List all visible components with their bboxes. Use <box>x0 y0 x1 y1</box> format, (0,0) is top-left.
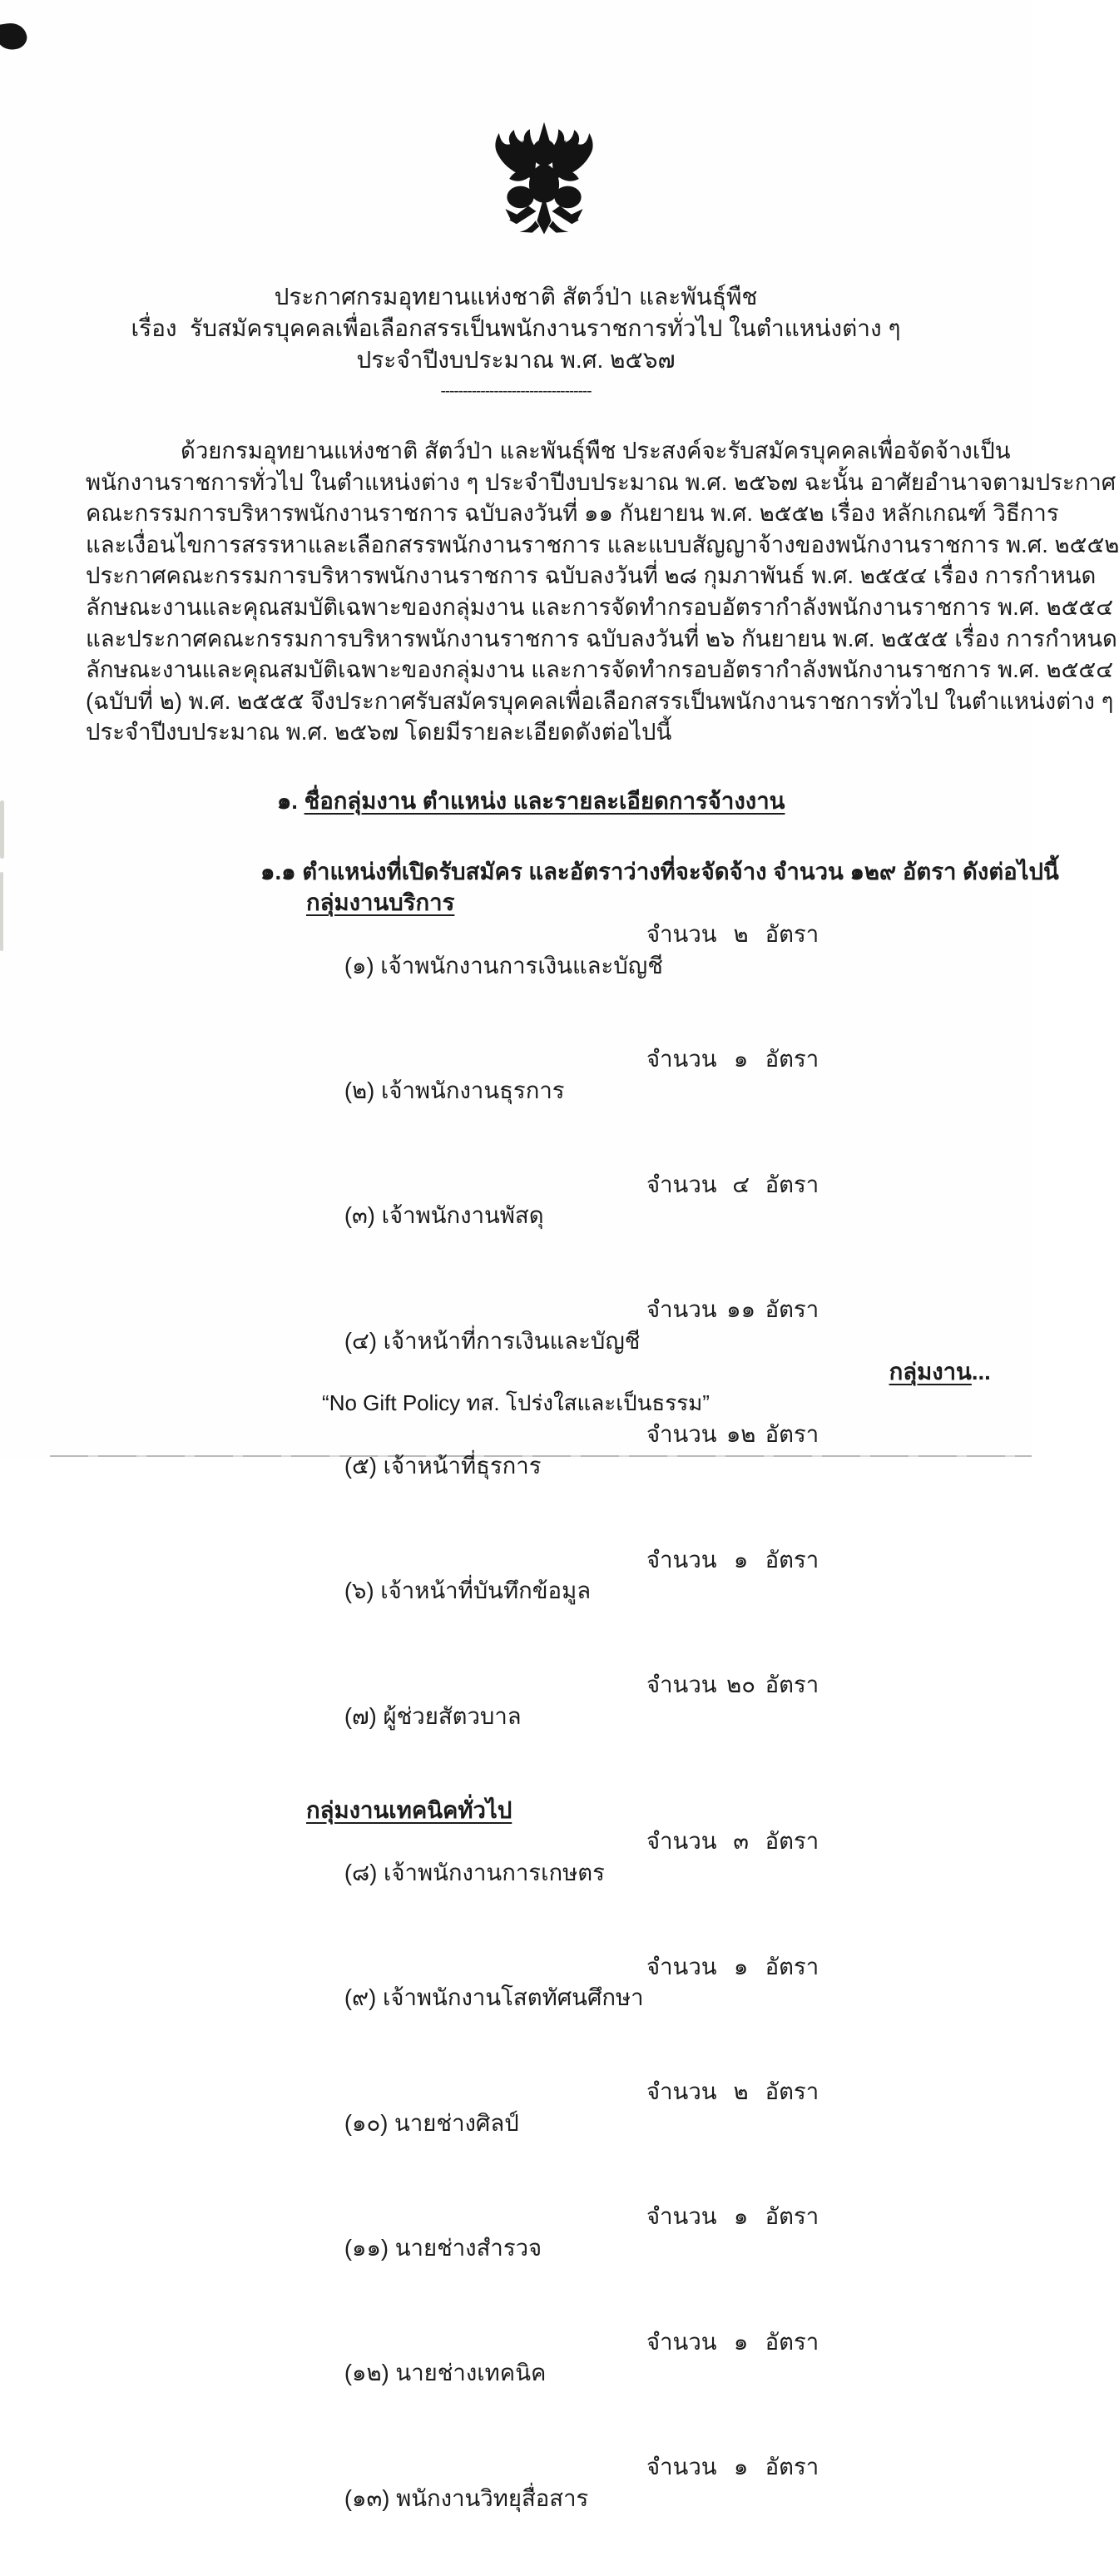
position-amount <box>646 2076 819 2108</box>
position-row <box>306 2201 955 2326</box>
paragraph-line: ลักษณะงานและคุณสมบัติเฉพาะของกลุ่มงาน และการจัดทำกรอบอัตรากำลังพนักงานราชการ พ.ศ. ๒๕๕๔ <box>86 656 1114 683</box>
announcement-title-block <box>0 281 1032 376</box>
paragraph-line: ด้วยกรมอุทยานแห่งชาติ สัตว์ป่า และพันธุ์พืช ประสงค์จะรับสมัครบุคคลเพื่อจัดจ้างเป็น <box>181 438 1011 463</box>
no-gift-policy-footer: “No Gift Policy ทส. โปร่งใสและเป็นธรรม” <box>322 1390 710 1415</box>
position-amount <box>646 919 819 950</box>
item-number: (๗) <box>344 1702 384 1729</box>
amount-unit: อัตรา <box>765 1828 819 1855</box>
continuation-ellipsis: ... <box>971 1359 991 1385</box>
position-title: เจ้าพนักงานพัสดุ <box>381 1202 544 1229</box>
position-amount <box>646 2201 819 2232</box>
item-number: (๑๒) <box>344 2360 396 2386</box>
announcement-title: ประกาศกรมอุทยานแห่งชาติ สัตว์ป่า และพันธุ์พืช <box>274 284 758 310</box>
paragraph-line: คณะกรรมการบริหารพนักงานราชการ ฉบับลงวันที่ ๑๑ กันยายน พ.ศ. ๒๕๕๒ เรื่อง หลักเกณฑ์ วิธีการ <box>86 500 1059 527</box>
amount-label: จำนวน <box>646 1296 717 1323</box>
amount-count: ๓ <box>733 1828 750 1855</box>
position-title: เจ้าพนักงานการเกษตร <box>384 1859 605 1885</box>
position-amount <box>646 1043 819 1075</box>
amount-count: ๑๑ <box>726 1296 756 1323</box>
section-1-1-subheading: ๑.๑ ตำแหน่งที่เปิดรับสมัคร และอัตราว่างที่จะจัดจ้าง จำนวน ๑๒๙ อัตรา ดังต่อไปนี้ <box>260 858 1059 884</box>
position-title: นายช่างศิลป์ <box>394 2109 519 2136</box>
paragraph-line: ประกาศคณะกรรมการบริหารพนักงานราชการ ฉบับลงวันที่ ๒๘ กุมภาพันธ์ พ.ศ. ๒๕๕๔ เรื่อง การกำหนด <box>86 562 1097 589</box>
amount-unit: อัตรา <box>765 1953 819 1979</box>
amount-unit: อัตรา <box>765 2078 819 2104</box>
amount-unit: อัตรา <box>765 1421 819 1448</box>
amount-unit: อัตรา <box>765 1296 819 1323</box>
group-name-service: กลุ่มงานบริการ <box>306 889 455 916</box>
amount-count: ๑ <box>733 1546 749 1573</box>
position-amount <box>646 1951 819 1983</box>
position-amount <box>646 2326 819 2358</box>
amount-unit: อัตรา <box>765 2203 819 2230</box>
amount-count: ๑ <box>733 2203 749 2230</box>
position-row <box>306 2451 955 2576</box>
amount-unit: อัตรา <box>765 920 819 947</box>
position-amount <box>646 1544 819 1576</box>
amount-unit: อัตรา <box>765 1546 819 1573</box>
position-row <box>306 1169 955 1294</box>
position-title: เจ้าหน้าที่ธุรการ <box>383 1453 542 1479</box>
amount-count: ๑ <box>733 1046 749 1073</box>
amount-count: ๒ <box>733 2078 749 2104</box>
item-number: (๒) <box>344 1077 381 1103</box>
position-title: นายช่างเทคนิค <box>395 2360 547 2386</box>
continuation-word: กลุ่มงาน <box>889 1359 972 1385</box>
announcement-subject: เรื่อง รับสมัครบุคคลเพื่อเลือกสรรเป็นพนักงานราชการทั่วไป ในตำแหน่งต่าง ๆ <box>131 315 901 341</box>
amount-unit: อัตรา <box>765 2454 819 2480</box>
position-title: ผู้ช่วยสัตวบาล <box>383 1702 522 1729</box>
amount-label: จำนวน <box>646 1546 717 1573</box>
item-number: (๑๓) <box>344 2484 397 2511</box>
paragraph-line: พนักงานราชการทั่วไป ในตำแหน่งต่าง ๆ ประจำปีงบประมาณ พ.ศ. ๒๕๖๗ ฉะนั้น อาศัยอำนาจตามประกาศ <box>86 468 1117 495</box>
position-row <box>306 1951 955 2076</box>
ink-blot-artifact <box>0 21 28 52</box>
position-row <box>306 2326 955 2451</box>
item-number: (๖) <box>344 1578 381 1604</box>
position-row <box>306 2076 955 2201</box>
position-title: พนักงานวิทยุสื่อสาร <box>396 2484 589 2511</box>
position-row <box>306 1669 955 1794</box>
section-1-heading <box>239 754 971 848</box>
amount-unit: อัตรา <box>765 1672 819 1698</box>
amount-label: จำนวน <box>646 920 717 947</box>
amount-label: จำนวน <box>646 1421 717 1448</box>
amount-count: ๑ <box>733 1953 749 1979</box>
section-number: ๑. <box>276 787 305 814</box>
scan-edge-smudge <box>0 800 4 859</box>
amount-label: จำนวน <box>646 2454 717 2480</box>
scan-edge-smudge <box>0 872 3 951</box>
section-heading-text: ชื่อกลุ่มงาน ตำแหน่ง และรายละเอียดการจ้างงาน <box>304 787 785 814</box>
position-title: เจ้าหน้าที่การเงินและบัญชี <box>383 1327 641 1354</box>
amount-label: จำนวน <box>646 1828 717 1855</box>
section-1 <box>239 754 1059 2576</box>
position-title: เจ้าพนักงานธุรการ <box>380 1077 565 1103</box>
paragraph-line: ประจำปีงบประมาณ พ.ศ. ๒๕๖๗ โดยมีรายละเอียดดังต่อไปนี้ <box>86 719 672 746</box>
position-amount <box>646 1669 819 1701</box>
paragraph-line: ลักษณะงานและคุณสมบัติเฉพาะของกลุ่มงาน และการจัดทำกรอบอัตรากำลังพนักงานราชการ พ.ศ. ๒๕๕๔ <box>86 593 1114 620</box>
item-number: (๑) <box>344 952 381 978</box>
amount-unit: อัตรา <box>765 2328 819 2355</box>
paragraph-line: (ฉบับที่ ๒) พ.ศ. ๒๕๕๕ จึงประกาศรับสมัครบุคคลเพื่อเลือกสรรเป็นพนักงานราชการทั่วไป ในตำแหน่งต่าง ๆ <box>86 687 1114 714</box>
amount-label: จำนวน <box>646 2203 717 2230</box>
item-number: (๔) <box>344 1327 384 1354</box>
paragraph-line: และเงื่อนไขการสรรหาและเลือกสรรพนักงานราชการ และแบบสัญญาจ้างของพนักงานราชการ พ.ศ. ๒๕๕๒ <box>86 531 1119 557</box>
position-row <box>306 1825 955 1950</box>
announcement-fiscal-year: ประจำปีงบประมาณ พ.ศ. ๒๕๖๗ <box>356 347 676 373</box>
position-title: นายช่างสำรวจ <box>394 2234 542 2261</box>
item-number: (๘) <box>344 1859 384 1885</box>
garuda-emblem-icon <box>481 117 607 242</box>
position-amount <box>646 1169 819 1201</box>
amount-count: ๒ <box>733 920 749 947</box>
amount-count: ๒๐ <box>726 1672 756 1698</box>
amount-count: ๔ <box>732 1171 750 1197</box>
amount-count: ๑๒ <box>725 1421 756 1448</box>
position-amount <box>646 1419 819 1450</box>
amount-label: จำนวน <box>646 2328 717 2355</box>
item-number: (๓) <box>344 1202 382 1229</box>
dashed-separator: ---------------------------------- <box>440 383 592 400</box>
position-row <box>306 1043 955 1168</box>
position-row <box>306 1419 955 1543</box>
paragraph-line: และประกาศคณะกรรมการบริหารพนักงานราชการ ฉบับลงวันที่ ๒๖ กันยายน พ.ศ. ๒๕๕๕ เรื่อง การกำหนด <box>86 625 1117 651</box>
amount-count: ๑ <box>733 2328 749 2355</box>
position-title: เจ้าพนักงานโสตทัศนศึกษา <box>382 1984 644 2011</box>
amount-label: จำนวน <box>646 1171 717 1197</box>
position-title: เจ้าหน้าที่บันทึกข้อมูล <box>380 1578 592 1604</box>
amount-label: จำนวน <box>646 1672 717 1698</box>
item-number: (๑๑) <box>344 2234 395 2261</box>
amount-count: ๑ <box>733 2454 749 2480</box>
amount-unit: อัตรา <box>765 1046 819 1073</box>
amount-unit: อัตรา <box>765 1171 819 1197</box>
position-amount <box>646 1825 819 1857</box>
amount-label: จำนวน <box>646 2078 717 2104</box>
item-number: (๕) <box>344 1453 384 1479</box>
body-paragraph <box>86 435 1119 748</box>
position-amount <box>646 2451 819 2483</box>
position-row <box>306 1544 955 1669</box>
group-name-technical: กลุ่มงานเทคนิคทั่วไป <box>306 1796 512 1823</box>
position-amount <box>646 1294 819 1325</box>
item-number: (๑๐) <box>344 2109 395 2136</box>
amount-label: จำนวน <box>646 1953 717 1979</box>
position-title: เจ้าพนักงานการเงินและบัญชี <box>380 952 663 978</box>
item-number: (๙) <box>344 1984 383 2011</box>
position-row <box>306 919 955 1043</box>
amount-label: จำนวน <box>646 1046 717 1073</box>
